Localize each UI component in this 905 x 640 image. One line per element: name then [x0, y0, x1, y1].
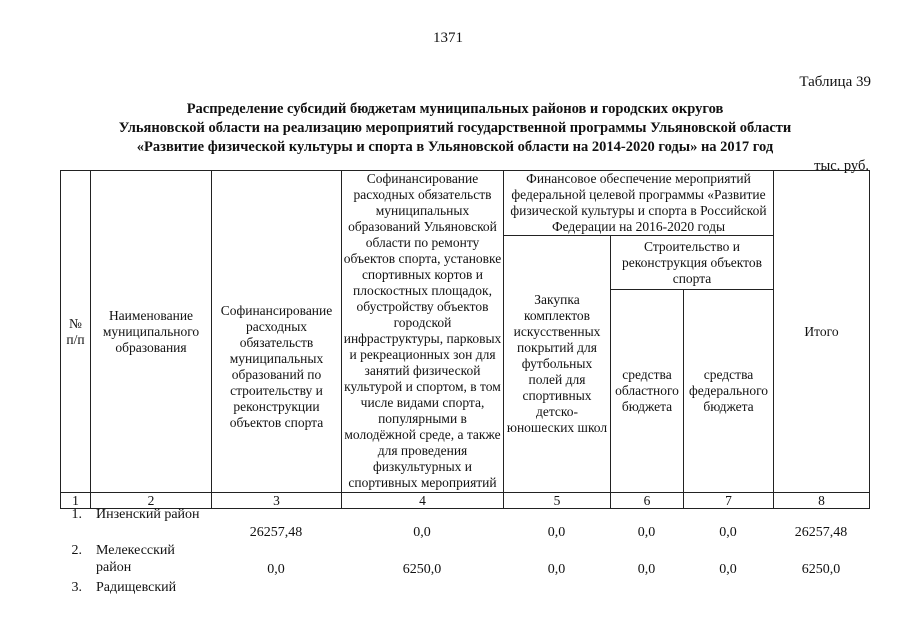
row-name: Радищевский — [96, 580, 177, 595]
row-value-col7: 0,0 — [719, 562, 737, 577]
title-line-1: Распределение субсидий бюджетам муниципальных районов и городских округов — [186, 101, 724, 117]
column-number: 2 — [91, 493, 212, 509]
table-row — [60, 506, 869, 542]
row-value-col3: 0,0 — [267, 562, 285, 577]
table-row — [60, 542, 869, 579]
row-value-col7 — [683, 579, 773, 601]
header-col6: средства областного бюджета — [611, 290, 684, 493]
row-value-total — [773, 579, 869, 601]
row-value-col6: 0,0 — [637, 562, 656, 577]
row-name: Мелекесский район — [96, 543, 175, 575]
row-value-col4 — [341, 579, 503, 601]
page-number: 1371 — [433, 30, 463, 46]
row-value-col5: 0,0 — [547, 525, 566, 540]
row-value-col5 — [503, 579, 610, 601]
header-col5: Закупка комплектов искусственных покрытий для футбольных полей для спортивных детско-юношеских школ — [504, 236, 611, 493]
row-value-total: 6250,0 — [801, 562, 841, 577]
row-name: Инзенский район — [96, 507, 200, 522]
header-total: Итого — [774, 171, 870, 493]
table-title — [80, 100, 830, 157]
column-number: 4 — [342, 493, 504, 509]
row-value-total: 26257,48 — [794, 525, 848, 540]
table-row — [60, 579, 869, 601]
header-col4: Софинансирование расходных обязательств муниципальных образований Ульяновской области по ремонту объектов спорта, установке спортивных кортов и плоскостных площадок, обустройству объектов городской инфраструктуры, парковых и рекреационных зон для занятий физической культурой и спортом, в том числе видами спорта, популярными в молодёжной среде, а также для проведения физкультурных и спортивных мероприятий — [342, 171, 504, 493]
subsidy-table-header — [60, 170, 870, 509]
header-name: Наименование муниципального образования — [91, 171, 212, 493]
title-line-3: «Развитие физической культуры и спорта в Ульяновской области на 2014-2020 годы» на 2017 год — [136, 139, 774, 155]
row-number: 2. — [71, 543, 82, 558]
column-number: 3 — [212, 493, 342, 509]
header-federal-group: Финансовое обеспечение мероприятий федеральной целевой программы «Развитие физической культуры и спорта в Российской Федерации на 2016-2020 годы — [504, 171, 774, 236]
column-number: 8 — [774, 493, 870, 509]
column-number: 6 — [611, 493, 684, 509]
column-number: 7 — [684, 493, 774, 509]
row-number: 1. — [71, 507, 82, 522]
row-value-col6: 0,0 — [637, 525, 656, 540]
row-value-col3 — [211, 579, 341, 601]
table-label: Таблица 39 — [799, 74, 871, 90]
header-construction-group: Строительство и реконструкция объектов спорта — [611, 236, 774, 290]
row-value-col3: 26257,48 — [249, 525, 303, 540]
row-value-col4: 6250,0 — [402, 562, 442, 577]
subsidy-table-body — [60, 506, 869, 601]
title-line-2: Ульяновской области на реализацию мероприятий государственной программы Ульяновской области — [118, 120, 792, 136]
row-value-col6 — [610, 579, 683, 601]
column-number: 5 — [504, 493, 611, 509]
row-value-col7: 0,0 — [719, 525, 737, 540]
header-col7: средства федерального бюджета — [684, 290, 774, 493]
row-value-col5: 0,0 — [547, 562, 566, 577]
column-number: 1 — [61, 493, 91, 509]
unit-label: тыс. руб. — [814, 158, 869, 174]
header-col3: Софинансирование расходных обязательств муниципальных образований по строительству и реконструкции объектов спорта — [212, 171, 342, 493]
row-value-col4: 0,0 — [413, 525, 431, 540]
header-num: № п/п — [61, 171, 91, 493]
row-number: 3. — [71, 580, 82, 595]
